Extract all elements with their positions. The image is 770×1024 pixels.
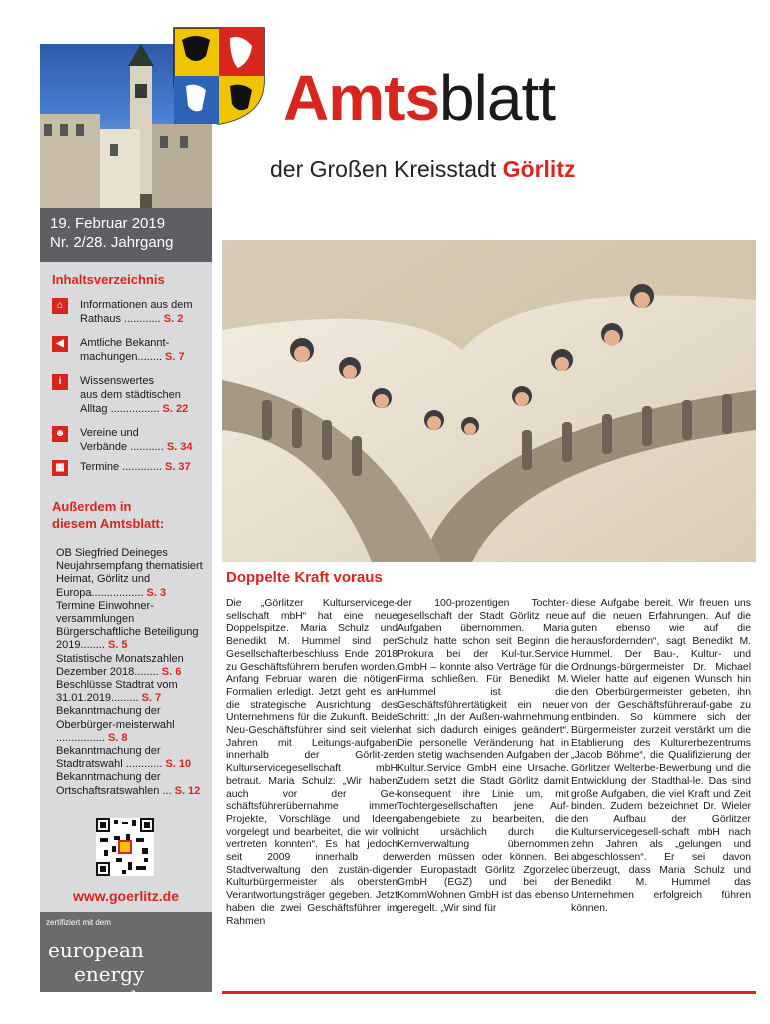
masthead-subtitle <box>270 156 576 183</box>
also-item-page: S. 3 <box>146 586 167 599</box>
also-item-text: Bekanntmachung der Stadtratswahl ............ <box>56 745 163 771</box>
subtitle-prefix: der Großen Kreisstadt <box>270 156 503 182</box>
toc-item-wissenswertes[interactable] <box>52 374 212 418</box>
megaphone-icon: ◀ <box>52 336 68 352</box>
toc-item-label: Informationen aus dem <box>80 299 193 311</box>
issue-number: Nr. 2/28. Jahrgang <box>50 234 174 251</box>
also-item[interactable] <box>56 653 204 679</box>
article-column-1: Die „Görlitzer Kulturservicege-sellschaft mbH“ hat eine neue Doppelspitze. Maria Schulz und Benedikt M. Hummel sind per Gesellschafterbeschluss Ende 2018 zu Geschäftsführern berufen worden. Anfang Februar waren die nötigen Formalien erledigt. Jetzt geht es an die strategische Ausrichtung des Unternehmens für die Zukunft. Beide Neu-Geschäftsführer sind seit vielen Jahren mit Leitungs-aufgaben innerhalb der Görlit-zer Kulturservicegesellschaft mbH betraut. Maria Schulz: „Wir haben auch vor der Ge-schäftsführerübernahme immer Projekte, Vorschläge und Ideen vorgelegt und bearbeitet, die wir voll vertreten konnten“. Es hat jedoch seit 2009 innerhalb der Stadtverwaltung den zustän-digen Kulturbürgermeister als obersten Verantwortungsträger gegeben. Jetzt haben die zwei Geschäftsführer im Rahmen <box>226 598 398 927</box>
issue-box <box>40 208 212 262</box>
toc-item-label: Rathaus ............ <box>80 313 161 325</box>
calendar-icon: ▦ <box>52 460 68 476</box>
toc-item-label: Wissenswertes <box>80 375 154 387</box>
also-item[interactable] <box>56 745 204 771</box>
award-small-text: zertifiziert mit dem <box>46 918 111 927</box>
footer-divider <box>222 991 756 994</box>
toc-item-label: aus dem städtischen <box>80 389 181 401</box>
toc-item-page: S. 7 <box>165 351 185 363</box>
also-item-text: OB Siegfried Deineges Neujahrsempfang thematisiert Heimat, Görlitz und Europa................. <box>56 547 203 599</box>
also-item-page: S. 7 <box>141 692 162 705</box>
toc-item-label: Vereine und <box>80 427 139 439</box>
toc-item-rathaus[interactable] <box>52 298 212 328</box>
coat-of-arms <box>172 26 266 126</box>
article-column-3: diese Aufgabe bereit. Wir freuen uns auf die neuen Erfahrungen. Auf die guten ebenso wie auf die herausfordernden“, sagt Benedikt M. Hummel. Der Bau-, Kultur- und Ordnungs-bürgermeister Dr. Michael Wieler hatte auf eigenen Wunsch hin den Oberbürgermeister gebeten, ihn von der Geschäftsführerauf-gabe zu entbinden. So kümmere sich der Bürgermeister zurzeit verstärkt um die Etablierung des Kulturerbezentrums „Jacob Böhme“, die Qualifizierung der Görlitzer Welterbe-Bewerbung und die Entwicklung der Stadthal-le. Das sind große Aufgaben, die viel Kraft und Zeit binden. Zudem bezeichnet Dr. Wieler den Aufbau der Görlitzer Kulturservicegesell-schaft mbH nach zehn Jahren als „gelungen und abgeschlossen“. Er sei davon überzeugt, dass Maria Schulz und Benedikt M. Hummel das Unternehmen erfolgreich führen können. <box>571 598 751 914</box>
also-item-page: S. 5 <box>107 639 128 652</box>
toc-title: Inhaltsverzeichnis <box>52 272 165 287</box>
town-hall-icon: ⌂ <box>52 298 68 314</box>
also-item-page: S. 10 <box>165 758 192 771</box>
also-item[interactable] <box>56 547 204 600</box>
also-item-text: Termine Einwohner-versammlungen Bürgerschaftliche Beteiligung 2019........ <box>56 599 199 652</box>
toc-item-bekanntmachungen[interactable] <box>52 336 212 366</box>
group-photo <box>222 240 756 562</box>
also-item-page: S. 12 <box>174 784 201 797</box>
subtitle-city: Görlitz <box>502 156 576 182</box>
also-item-text: Statistische Monatszahlen Dezember 2018........ <box>56 652 184 678</box>
also-list <box>56 547 204 798</box>
award-line2: energy award <box>74 962 145 1010</box>
also-title-line1: Außerdem in <box>52 499 132 514</box>
also-item[interactable] <box>56 771 204 797</box>
also-item-page: S. 8 <box>107 731 128 744</box>
masthead-title <box>283 62 555 134</box>
article-column-2: der 100-prozentigen Tochter-gesellschaft der Stadt Görlitz neue Aufgaben übernommen. Maria Schulz hatte schon seit Beginn die Prokura bei der Kul-tur.Service GmbH – konnte also Verträge für die Firma schließen. Für Benedikt M. Hummel ist die Geschäftsführertätigkeit ein neuer Schritt: „In der Außen-wahrnehmung hat sich dadurch einiges geändert“. Die personelle Veränderung hat in den stetig wachsenden Aufgaben der Kultur.Service GmbH eine Ursache. Zudem setzt die Stadt Görlitz damit konsequent ihre Linie um, mit Tochtergesellschaften jene Auf-gabengebiete zu bearbeiten, die nicht ursächlich durch die Kernverwaltung übernommen werden müssen oder können. Bei der Europastadt Görlitz Zgorzelec GmbH (EGZ) und bei der KommWohnen GmbH ist das ebenso geregelt. „Wir sind für <box>397 598 569 914</box>
award-line1: european <box>48 938 144 962</box>
toc-item-vereine[interactable] <box>52 426 212 456</box>
toc-item-page: S. 2 <box>163 313 184 325</box>
also-item[interactable] <box>56 705 204 745</box>
also-item-text: Beschlüsse Stadtrat vom 31.01.2019......... <box>56 679 178 705</box>
also-item-page: S. 6 <box>161 665 182 678</box>
also-title-line2: diesem Amtsblatt: <box>52 516 165 531</box>
toc-item-page: S. 37 <box>164 461 191 473</box>
issue-date: 19. Februar 2019 <box>50 215 166 232</box>
also-item[interactable] <box>56 600 204 653</box>
toc-item-termine[interactable] <box>52 460 212 476</box>
masthead-title-black: blatt <box>439 62 555 134</box>
also-item-text: Bekanntmachung der Ortschaftsratswahlen ... <box>56 771 172 797</box>
energy-award-logo <box>40 912 212 1010</box>
toc-item-label: Amtliche Bekannt- <box>80 337 170 349</box>
toc-item-label: Alltag ................ <box>80 403 160 415</box>
toc-item-page: S. 34 <box>166 441 193 453</box>
toc-item-label: machungen........ <box>80 351 162 363</box>
masthead-title-red: Amts <box>283 62 440 134</box>
also-title <box>52 498 164 532</box>
people-icon: ☻ <box>52 426 68 442</box>
website-link[interactable]: www.goerlitz.de <box>72 888 180 904</box>
toc-item-label: Termine ............. <box>80 461 162 473</box>
info-icon: i <box>52 374 68 390</box>
qr-code[interactable] <box>96 818 154 876</box>
toc-item-page: S. 22 <box>162 403 189 415</box>
toc-item-label: Verbände ........... <box>80 441 164 453</box>
article-headline: Doppelte Kraft voraus <box>226 569 383 586</box>
also-item-text: Bekanntmachung der Oberbürger-meisterwahl ................ <box>56 705 175 744</box>
also-item[interactable] <box>56 679 204 705</box>
